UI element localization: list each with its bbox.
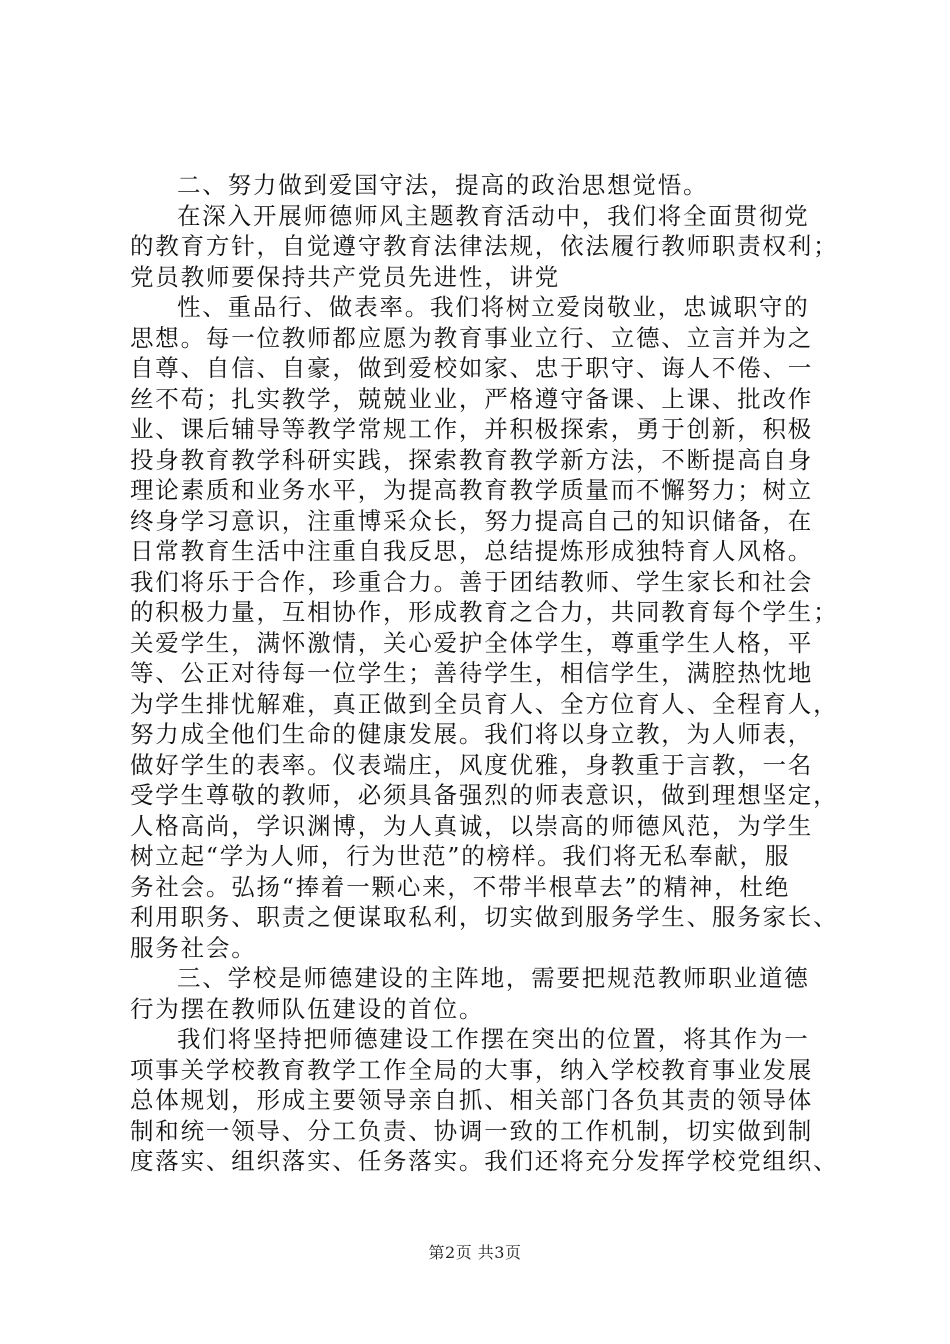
text-line: 树立起“学为人师，行为世范”的榜样。我们将无私奉献，服 <box>130 842 791 870</box>
text-line: 三、学校是师德建设的主阵地，需要把规范教师职业道德 <box>177 964 810 992</box>
text-line: 总体规划，形成主要领导亲自抓、相关部门各负其责的领导体 <box>130 1086 814 1114</box>
text-line: 日常教育生活中注重自我反思，总结提炼形成独特育人风格。 <box>130 537 814 565</box>
text-line: 等、公正对待每一位学生；善待学生，相信学生，满腔热忱地 <box>130 659 814 687</box>
text-line: 服务社会。 <box>130 933 257 962</box>
text-line: 行为摆在教师队伍建设的首位。 <box>130 994 485 1023</box>
text-line: 自尊、自信、自豪，做到爱校如家、忠于职守、诲人不倦、一 <box>130 354 814 382</box>
text-line: 为学生排忧解难，真正做到全员育人、全方位育人、全程育人， <box>130 689 839 718</box>
text-line: 业、课后辅导等教学常规工作，并积极探索，勇于创新，积极 <box>130 415 814 443</box>
text-line: 的教育方针，自觉遵守教育法律法规，依法履行教师职责权利； <box>130 232 839 260</box>
text-line: 人格高尚，学识渊博，为人真诚，以崇高的师德风范，为学生 <box>130 811 814 840</box>
text-line: 党员教师要保持共产党员先进性，讲党 <box>130 262 561 291</box>
text-line: 受学生尊敬的教师，必须具备强烈的师表意识，做到理想坚定， <box>130 781 839 809</box>
text-line: 思想。每一位教师都应愿为教育事业立行、立德、立言并为之 <box>130 323 814 352</box>
text-line: 的积极力量，互相协作，形成教育之合力，共同教育每个学生； <box>130 598 839 626</box>
text-line: 做好学生的表率。仪表端庄，风度优雅，身教重于言教，一名 <box>130 750 814 779</box>
text-line: 我们将乐于合作，珍重合力。善于团结教师、学生家长和社会 <box>130 567 814 596</box>
text-line: 终身学习意识，注重博采众长，努力提高自己的知识储备，在 <box>130 506 814 535</box>
text-line: 丝不苟；扎实教学，兢兢业业，严格遵守备课、上课、批改作 <box>130 384 814 413</box>
text-line: 制和统一领导、分工负责、协调一致的工作机制，切实做到制 <box>130 1116 814 1145</box>
text-line: 理论素质和业务水平，为提高教育教学质量而不懈努力；树立 <box>130 476 814 504</box>
text-line: 务社会。弘扬“捧着一颗心来，不带半根草去”的精神，杜绝 <box>130 872 791 901</box>
text-line: 在深入开展师德师风主题教育活动中，我们将全面贯彻党 <box>177 201 810 230</box>
page-number-label: 第2页 共3页 <box>428 1243 522 1262</box>
text-line: 利用职务、职责之便谋取私利，切实做到服务学生、服务家长、 <box>130 903 839 931</box>
text-line: 我们将坚持把师德建设工作摆在突出的位置，将其作为一 <box>177 1025 810 1053</box>
page-footer <box>0 1240 950 1263</box>
text-line: 二、努力做到爱国守法，提高的政治思想觉悟。 <box>177 171 709 199</box>
text-line: 关爱学生，满怀激情，关心爱护全体学生，尊重学生人格，平 <box>130 628 814 657</box>
text-line: 投身教育教学科研实践，探索教育教学新方法，不断提高自身 <box>130 445 814 474</box>
text-line: 性、重品行、做表率。我们将树立爱岗敬业，忠诚职守的 <box>177 293 810 321</box>
text-line: 度落实、组织落实、任务落实。我们还将充分发挥学校党组织、 <box>130 1147 839 1175</box>
text-line: 努力成全他们生命的健康发展。我们将以身立教，为人师表， <box>130 720 814 748</box>
document-body <box>130 170 839 1177</box>
text-line: 项事关学校教育教学工作全局的大事，纳入学校教育事业发展 <box>130 1055 814 1084</box>
